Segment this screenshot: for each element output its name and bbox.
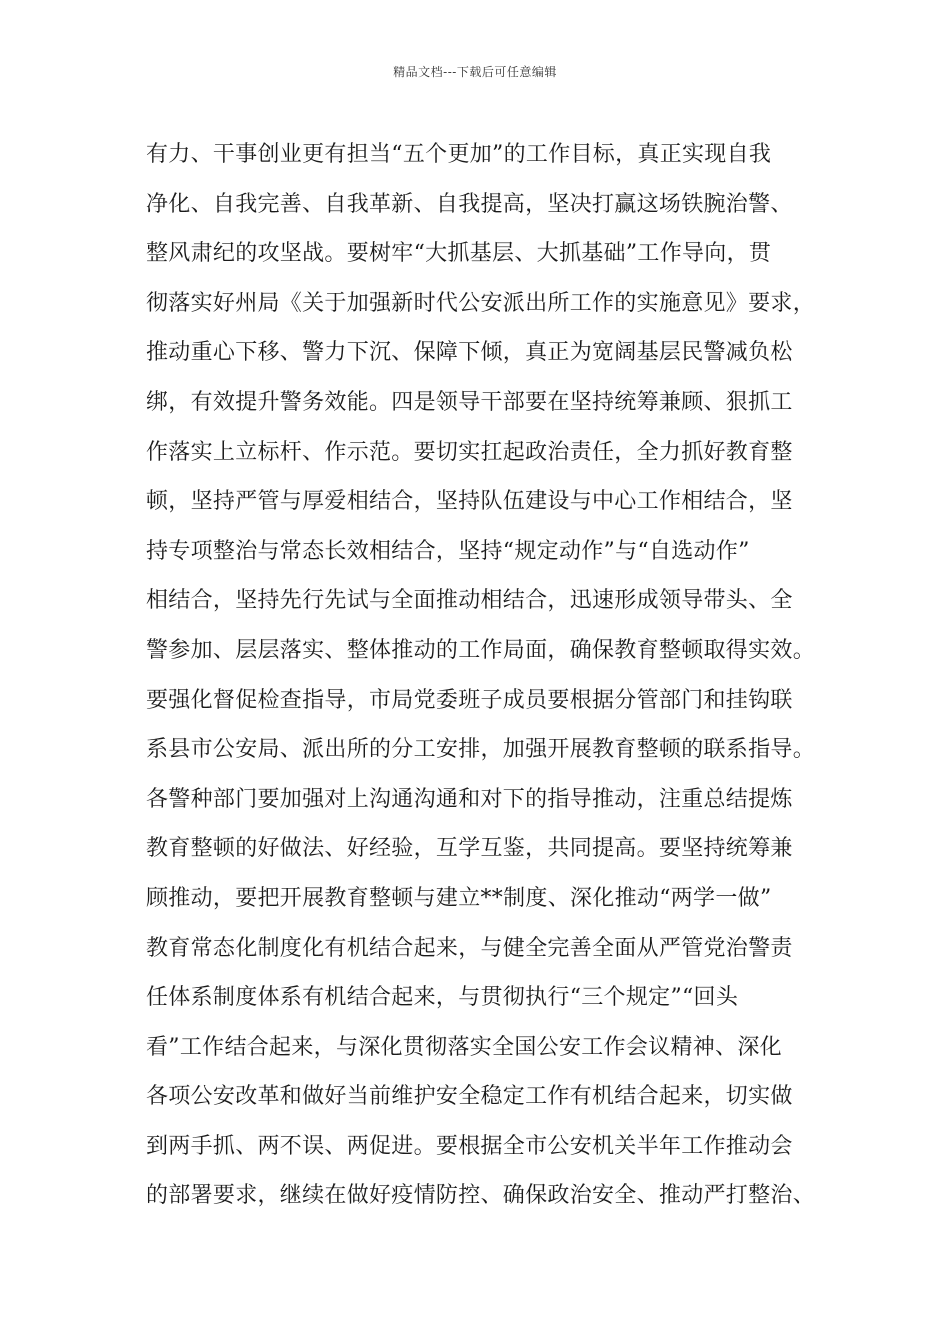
text-line: 要强化督促检查指导，市局党委班子成员要根据分管部门和挂钩联 [146, 687, 793, 713]
text-line: 到两手抓、两不误、两促进。要根据全市公安机关半年工作推动会 [146, 1133, 793, 1159]
text-line: 各警种部门要加强对上沟通沟通和对下的指导推动，注重总结提炼 [146, 786, 793, 812]
body-text [146, 130, 836, 1221]
text-line: 警参加、层层落实、整体推动的工作局面，确保教育整顿取得实效。 [146, 637, 816, 663]
text-line: 顿，坚持严管与厚爱相结合，坚持队伍建设与中心工作相结合，坚 [146, 489, 793, 515]
text-line: 彻落实好州局《关于加强新时代公安派出所工作的实施意见》要求， [146, 290, 816, 316]
text-line: 系县市公安局、派出所的分工安排，加强开展教育整顿的联系指导。 [146, 737, 816, 763]
text-line: 绑，有效提升警务效能。四是领导干部要在坚持统筹兼顾、狠抓工 [146, 389, 793, 415]
text-line: 看”工作结合起来，与深化贯彻落实全国公安工作会议精神、深化 [146, 1034, 782, 1060]
text-line: 有力、干事创业更有担当“五个更加”的工作目标，真正实现自我 [146, 142, 772, 167]
text-line: 顾推动，要把开展教育整顿与建立**制度、深化推动“两学一做” [146, 885, 772, 911]
text-line: 教育整顿的好做法、好经验，互学互鉴，共同提高。要坚持统筹兼 [146, 836, 793, 862]
text-line: 任体系制度体系有机结合起来，与贯彻执行“三个规定”“回头 [146, 985, 739, 1011]
text-line: 教育常态化制度化有机结合起来，与健全完善全面从严管党治警责 [146, 935, 793, 961]
text-line: 各项公安改革和做好当前维护安全稳定工作有机结合起来，切实做 [146, 1084, 793, 1110]
text-line: 作落实上立标杆、作示范。要切实扛起政治责任，全力抓好教育整 [146, 439, 793, 465]
page-header: 精品文档---下载后可任意编辑 [393, 65, 557, 79]
text-line: 持专项整治与常态长效相结合，坚持“规定动作”与“自选动作” [146, 538, 750, 564]
text-line: 净化、自我完善、自我革新、自我提高，坚决打赢这场铁腕治警、 [146, 191, 793, 217]
text-line: 的部署要求，继续在做好疫情防控、确保政治安全、推动严打整治、 [146, 1183, 816, 1209]
text-line: 相结合，坚持先行先试与全面推动相结合，迅速形成领导带头、全 [146, 588, 793, 614]
text-line: 推动重心下移、警力下沉、保障下倾，真正为宽阔基层民警减负松 [146, 340, 793, 366]
text-line: 整风肃纪的攻坚战。要树牢“大抓基层、大抓基础”工作导向，贯 [146, 241, 772, 267]
